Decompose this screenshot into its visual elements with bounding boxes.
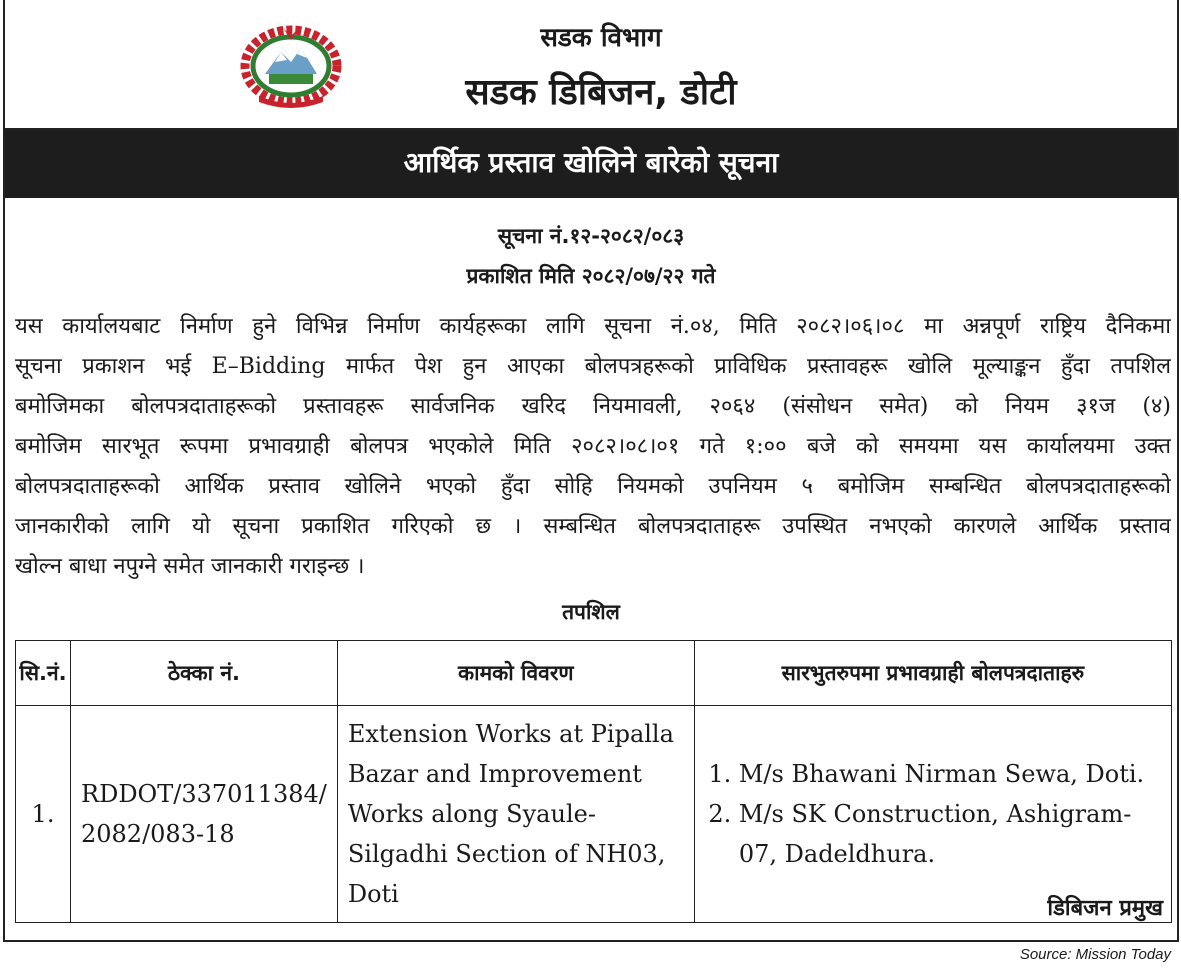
body-line: बमोजिम सारभूत रूपमा प्रभावग्राही बोलपत्र भएकोले मिति २०८२।०८।०१ गते १:०० बजे को समयमा यस कार्यालयमा उक्त <box>15 434 1171 459</box>
bidder-item: 1. M/s Bhawani Nirman Sewa, Doti. <box>739 754 1161 794</box>
schedule-heading: तपशिल <box>562 600 620 624</box>
cell-bidders <box>694 706 1171 923</box>
notice-number: सूचना नं.१२-२०८२/०८३ <box>497 224 685 248</box>
body-line: खोल्न बाधा नपुग्ने समेत जानकारी गराइन्छ । <box>15 554 365 579</box>
notice-body <box>15 307 1171 587</box>
notice-title: आर्थिक प्रस्ताव खोलिने बारेको सूचना <box>5 130 1177 198</box>
table-row <box>16 706 1172 923</box>
col-bidders: सारभुतरुपमा प्रभावग्राही बोलपत्रदाताहरु <box>694 641 1171 706</box>
col-sn: सि.नं. <box>16 641 71 706</box>
cell-contract-no: RDDOT/337011384/ 2082/083-18 <box>71 706 338 923</box>
source-credit: Source: Mission Today <box>1019 946 1171 963</box>
body-line: बोलपत्रदाताहरूको आर्थिक प्रस्ताव खोलिने भएको हुँदा सोहि नियमको उपनियम ५ बमोजिम सम्बन्धित बोलपत्रदाताहरूको <box>15 474 1171 499</box>
table-header-row <box>16 641 1172 706</box>
division-name: सडक डिबिजन, डोटी <box>465 72 737 113</box>
body-line: बमोजिमका बोलपत्रदाताहरूको प्रस्तावहरू सार्वजनिक खरिद नियमावली, २०६४ (संसोधन समेत) को नियम ३१ज (४) <box>15 394 1171 419</box>
cell-description: Extension Works at Pipalla Bazar and Improvement Works along Syaule-Silgadhi Section of NH03, Doti <box>337 706 694 923</box>
bidders-table <box>15 640 1172 923</box>
body-line: सूचना प्रकाशन भई E–Bidding मार्फत पेश हुन आएका बोलपत्रहरूको प्राविधिक प्रस्तावहरू खोलि मूल्याङ्कन हुँदा तपशिल <box>15 354 1171 379</box>
col-description: कामको विवरण <box>337 641 694 706</box>
letterhead <box>5 0 1177 130</box>
col-contract: ठेक्का नं. <box>71 641 338 706</box>
notice-frame <box>3 0 1179 942</box>
body-line: यस कार्यालयबाट निर्माण हुने विभिन्न निर्माण कार्यहरूका लागि सूचना नं.०४, मिति २०८२।०६।०८ मा अन्नपूर्ण राष्ट्रिय दैनिकमा <box>15 314 1171 339</box>
bidder-item: 2. M/s SK Construction, Ashigram-07, Dadeldhura. <box>739 794 1161 874</box>
department-name: सडक विभाग <box>540 23 662 53</box>
published-date: प्रकाशित मिति २०८२/०७/२२ गते <box>466 264 716 288</box>
signature-title: डिबिजन प्रमुख <box>1047 896 1163 921</box>
cell-sn: 1. <box>16 706 71 923</box>
body-line: जानकारीको लागि यो सूचना प्रकाशित गरिएको छ । सम्बन्धित बोलपत्रदाताहरू उपस्थित नभएको कारणले आर्थिक प्रस्ताव <box>15 514 1171 539</box>
